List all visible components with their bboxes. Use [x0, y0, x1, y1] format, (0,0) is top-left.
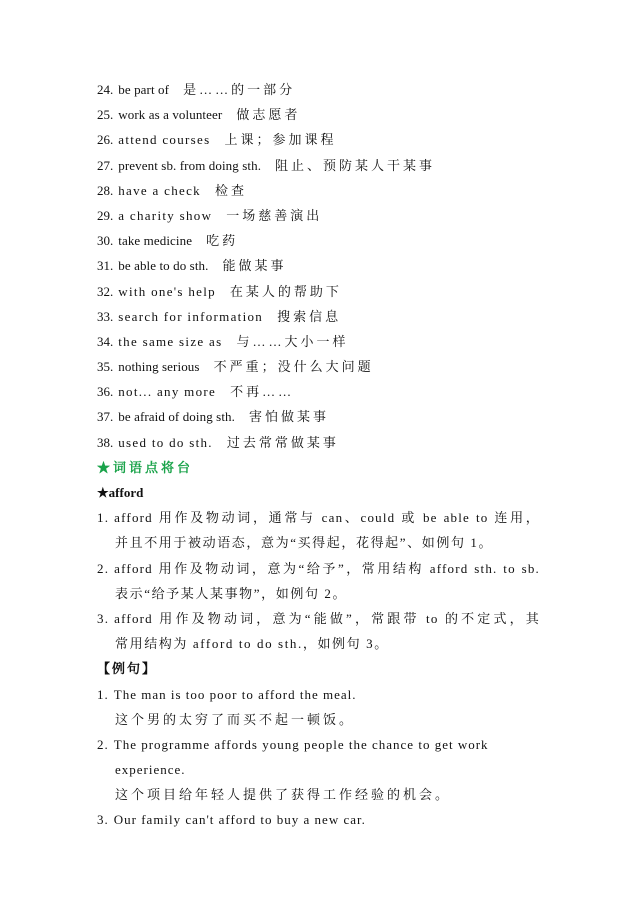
usage-item [97, 505, 540, 555]
phrase-chinese: 一场慈善演出 [226, 207, 323, 223]
phrase-item [97, 279, 540, 304]
usage-text: 常用结构为 afford to do sth.，如例句 3。 [115, 636, 389, 652]
example-item [97, 807, 540, 832]
item-number: 25. [97, 107, 114, 123]
example-line [97, 782, 540, 807]
usage-text: 并且不用于被动语态，意为“买得起，花得起”、如例句 1。 [115, 535, 494, 551]
phrase-english: a charity show [118, 207, 213, 223]
phrase-item [97, 379, 540, 404]
phrase-chinese: 过去常常做某事 [226, 434, 339, 450]
phrase-item [97, 178, 540, 203]
phrase-chinese: 与……大小一样 [236, 333, 349, 349]
example-text: The programme affords young people the chance to get work [113, 736, 489, 752]
item-number: 29. [97, 207, 114, 223]
phrase-english: not... any more [118, 384, 217, 400]
phrase-english: work as a volunteer [118, 107, 223, 123]
item-number: 36. [97, 384, 114, 400]
item-number: 28. [97, 182, 114, 198]
item-number: 37. [97, 409, 114, 425]
phrase-chinese: 害怕做某事 [249, 409, 330, 425]
phrase-chinese: 吃药 [206, 233, 239, 249]
phrase-english: attend courses [118, 132, 211, 148]
phrase-chinese: 上课；参加课程 [224, 132, 337, 148]
phrase-english: prevent sb. from doing sth. [118, 157, 262, 173]
phrase-chinese: 搜索信息 [277, 308, 342, 324]
item-number: 35. [97, 359, 114, 375]
usage-list [97, 505, 540, 656]
item-number: 30. [97, 233, 114, 249]
example-sentence [97, 732, 540, 757]
usage-line [97, 581, 540, 606]
item-number: 1. [97, 686, 109, 702]
example-text: Our family can't afford to buy a new car. [113, 812, 366, 828]
word-title: ★afford [97, 485, 144, 500]
example-translation: 这个项目给年轻人提供了获得工作经验的机会。 [115, 787, 452, 803]
phrase-chinese: 不再…… [230, 384, 295, 400]
phrase-chinese: 在某人的帮助下 [229, 283, 342, 299]
section-title: ★词语点将台 [97, 459, 194, 475]
usage-text: afford 用作及物动词，意为“给予”，常用结构 afford sth. to sb. [114, 560, 540, 576]
usage-line [97, 631, 540, 656]
phrase-chinese: 不严重；没什么大问题 [213, 359, 374, 375]
example-line [97, 707, 540, 732]
item-number: 32. [97, 283, 114, 299]
example-item [97, 682, 540, 732]
phrase-item [97, 228, 540, 253]
phrase-english: have a check [118, 182, 201, 198]
item-number: 38. [97, 434, 114, 450]
item-number: 2. [97, 560, 110, 576]
phrase-english: be afraid of doing sth. [118, 409, 235, 425]
usage-line [97, 556, 540, 581]
example-translation: 这个男的太穷了而买不起一顿饭。 [115, 711, 356, 727]
example-item [97, 732, 540, 808]
usage-line [97, 505, 540, 530]
item-number: 3. [97, 610, 110, 626]
phrase-item [97, 153, 540, 178]
usage-text: 表示“给予某人某事物”，如例句 2。 [115, 585, 348, 601]
example-text: experience. [115, 762, 186, 778]
item-number: 33. [97, 308, 114, 324]
phrase-english: with one's help [118, 283, 216, 299]
usage-text: afford 用作及物动词，通常与 can、could 或 be able to 连用， [114, 510, 540, 526]
phrase-english: used to do sth. [118, 434, 213, 450]
phrase-item [97, 404, 540, 429]
phrase-item [97, 329, 540, 354]
phrase-chinese: 能做某事 [222, 258, 287, 274]
item-number: 34. [97, 333, 114, 349]
item-number: 3. [97, 812, 109, 828]
item-number: 1. [97, 510, 110, 526]
phrase-item [97, 304, 540, 329]
phrase-english: be part of [118, 82, 170, 97]
usage-item [97, 606, 540, 656]
phrase-english: search for information [118, 308, 264, 324]
phrase-english: the same size as [118, 333, 223, 349]
examples-list [97, 682, 540, 833]
usage-line [97, 606, 540, 631]
usage-text: afford 用作及物动词，意为“能做”，常跟带 to 的不定式，其 [114, 610, 540, 626]
item-number: 2. [97, 736, 109, 752]
phrase-english: nothing serious [118, 359, 200, 375]
phrase-chinese: 做志愿者 [236, 107, 301, 123]
example-sentence [97, 807, 540, 832]
item-number: 27. [97, 157, 114, 173]
phrase-item [97, 127, 540, 152]
examples-heading: 【例句】 [97, 661, 158, 677]
phrase-english: be able to do sth. [118, 258, 209, 274]
phrase-item [97, 102, 540, 127]
phrase-item [97, 430, 540, 455]
document-content [97, 77, 540, 833]
example-sentence [97, 682, 540, 707]
phrase-item [97, 354, 540, 379]
item-number: 24. [97, 82, 114, 97]
phrase-english: take medicine [118, 233, 193, 249]
phrase-item [97, 77, 540, 102]
item-number: 26. [97, 132, 114, 148]
usage-line [97, 530, 540, 555]
phrase-item [97, 203, 540, 228]
phrase-chinese: 是……的一部分 [183, 82, 296, 97]
phrase-chinese: 阻止、预防某人干某事 [275, 157, 436, 173]
item-number: 31. [97, 258, 114, 274]
phrase-list [97, 77, 540, 455]
usage-item [97, 556, 540, 606]
phrase-item [97, 253, 540, 278]
example-text: The man is too poor to afford the meal. [113, 686, 357, 702]
phrase-chinese: 检查 [214, 182, 247, 198]
example-line [97, 757, 540, 782]
